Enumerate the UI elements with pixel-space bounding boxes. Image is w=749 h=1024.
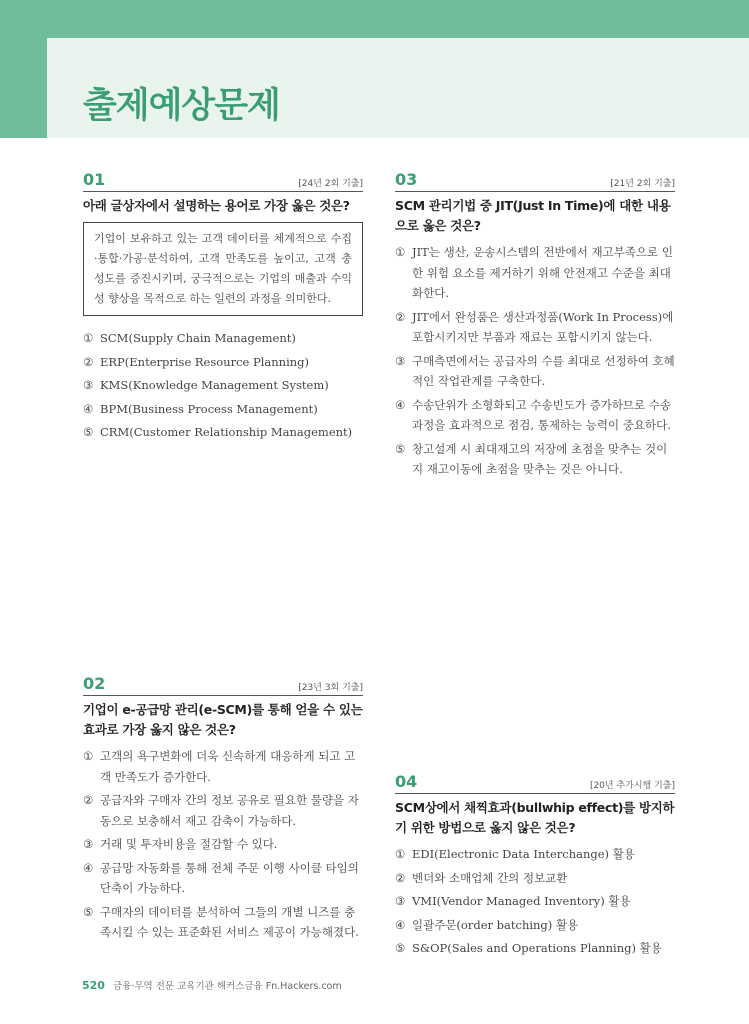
question-number: 02 bbox=[83, 674, 106, 693]
option-text: 공급망 자동화를 통해 전체 주문 이행 사이클 타임의 단축이 가능하다. bbox=[100, 860, 359, 895]
page-number: 520 bbox=[82, 979, 105, 992]
option-text: VMI(Vendor Managed Inventory) 활용 bbox=[412, 894, 631, 908]
option-list bbox=[395, 242, 675, 480]
question-header bbox=[83, 674, 363, 696]
option-item bbox=[395, 395, 675, 436]
option-number: ③ bbox=[83, 378, 94, 392]
page-title: 출제예상문제 bbox=[83, 86, 280, 126]
option-list bbox=[395, 844, 675, 959]
option-number: ④ bbox=[395, 397, 406, 412]
option-item bbox=[395, 439, 675, 480]
option-item bbox=[83, 746, 363, 787]
option-text: 거래 및 투자비용을 절감할 수 있다. bbox=[100, 837, 278, 851]
question-04 bbox=[395, 772, 675, 962]
option-item bbox=[83, 790, 363, 831]
option-text: 구매측면에서는 공급자의 수를 최대로 선정하여 호혜적인 작업관계를 구축한다. bbox=[412, 353, 675, 388]
option-item bbox=[395, 242, 675, 304]
footer-text: 금융·무역 전문 교육기관 해커스금융 Fn.Hackers.com bbox=[113, 981, 342, 992]
option-text: 창고설계 시 최대재고의 저장에 초점을 맞추는 것이지 재고이동에 초점을 맞추는 것은 아니다. bbox=[412, 441, 668, 476]
option-item bbox=[83, 834, 363, 855]
option-list bbox=[83, 746, 363, 943]
option-text: EDI(Electronic Data Interchange) 활용 bbox=[412, 847, 635, 861]
question-text: SCM 관리기법 중 JIT(Just In Time)에 대한 내용으로 옳은 것은? bbox=[395, 198, 671, 233]
passage-box: 기업이 보유하고 있는 고객 데이터를 체계적으로 수집·통합·가공·분석하여, 고객 만족도를 높이고, 고객 충성도를 증진시키며, 궁극적으로는 기업의 매출과 수익성 향상을 목적으로 하는 일련의 과정을 의미한다. bbox=[83, 222, 363, 316]
question-source: [20년 추가시행 기출] bbox=[589, 781, 675, 791]
option-number: ③ bbox=[395, 894, 406, 908]
question-header bbox=[395, 170, 675, 192]
question-number: 01 bbox=[83, 170, 106, 189]
option-number: ② bbox=[83, 793, 94, 807]
option-item bbox=[83, 858, 363, 899]
option-number: ① bbox=[83, 749, 94, 763]
option-item bbox=[395, 891, 675, 912]
option-number: ⑤ bbox=[83, 904, 94, 919]
option-item bbox=[83, 328, 363, 349]
option-number: ④ bbox=[83, 860, 94, 875]
question-text: 아래 글상자에서 설명하는 용어로 가장 옳은 것은? bbox=[83, 198, 350, 213]
question-number: 03 bbox=[395, 170, 418, 189]
option-number: ② bbox=[83, 354, 94, 369]
option-text: 일괄주문(order batching) 활용 bbox=[412, 917, 579, 932]
option-number: ④ bbox=[395, 917, 406, 932]
option-text: BPM(Business Process Management) bbox=[100, 401, 318, 416]
option-number: ⑤ bbox=[395, 941, 406, 955]
option-number: ③ bbox=[395, 353, 406, 368]
option-item bbox=[83, 399, 363, 420]
question-header bbox=[83, 170, 363, 192]
option-text: 구매자의 데이터를 분석하여 그들의 개별 니즈를 충족시킬 수 있는 표준화된 서비스 제공이 가능해졌다. bbox=[100, 904, 359, 939]
question-source: [24년 2회 기출] bbox=[298, 179, 363, 189]
option-text: 벤더와 소매업체 간의 정보교환 bbox=[412, 870, 568, 885]
option-text: 수송단위가 소형화되고 수송빈도가 증가하므로 수송과정을 효과적으로 점검, 통제하는 능력이 중요하다. bbox=[412, 397, 672, 432]
option-text: 고객의 욕구변화에 더욱 신속하게 대응하게 되고 고객 만족도가 증가한다. bbox=[100, 749, 356, 784]
question-02 bbox=[83, 674, 363, 946]
option-item bbox=[83, 422, 363, 443]
option-number: ③ bbox=[83, 837, 94, 851]
question-text: 기업이 e-공급망 관리(e-SCM)를 통해 얻을 수 있는 효과로 가장 옳지 않은 것은? bbox=[83, 702, 363, 737]
option-list bbox=[83, 328, 363, 443]
page-footer bbox=[82, 978, 342, 992]
option-text: JIT는 생산, 운송시스템의 전반에서 재고부족으로 인한 위험 요소를 제거하기 위해 안전재고 수준을 최대화한다. bbox=[412, 245, 673, 300]
question-source: [21년 2회 기출] bbox=[610, 179, 675, 189]
option-item bbox=[395, 915, 675, 936]
question-header bbox=[395, 772, 675, 794]
option-text: SCM(Supply Chain Management) bbox=[100, 331, 296, 345]
question-01 bbox=[83, 170, 363, 446]
option-item bbox=[395, 868, 675, 889]
option-number: ② bbox=[395, 870, 406, 885]
option-number: ① bbox=[395, 847, 406, 861]
option-item bbox=[83, 352, 363, 373]
question-source: [23년 3회 기출] bbox=[298, 683, 363, 693]
option-text: 공급자와 구매자 간의 정보 공유로 필요한 물량을 자동으로 보충해서 재고 감축이 가능하다. bbox=[100, 793, 359, 828]
option-item bbox=[83, 902, 363, 943]
option-item bbox=[395, 938, 675, 959]
option-number: ⑤ bbox=[83, 425, 94, 439]
question-number: 04 bbox=[395, 772, 418, 791]
option-text: S&OP(Sales and Operations Planning) 활용 bbox=[412, 941, 662, 955]
option-text: ERP(Enterprise Resource Planning) bbox=[100, 354, 310, 369]
option-item bbox=[395, 844, 675, 865]
option-number: ① bbox=[395, 245, 406, 259]
option-number: ⑤ bbox=[395, 441, 406, 456]
option-number: ② bbox=[395, 309, 406, 324]
option-number: ① bbox=[83, 331, 94, 345]
question-text: SCM상에서 채찍효과(bullwhip effect)를 방지하기 위한 방법으로 옳지 않은 것은? bbox=[395, 800, 675, 835]
option-text: JIT에서 완성품은 생산과정품(Work In Process)에 포함시키지만 부품과 재료는 포함시키지 않는다. bbox=[412, 309, 674, 344]
question-03 bbox=[395, 170, 675, 483]
option-text: KMS(Knowledge Management System) bbox=[100, 378, 329, 392]
option-item bbox=[83, 375, 363, 396]
option-item bbox=[395, 307, 675, 348]
option-item bbox=[395, 351, 675, 392]
option-number: ④ bbox=[83, 401, 94, 416]
title-box bbox=[47, 38, 749, 138]
option-text: CRM(Customer Relationship Management) bbox=[100, 425, 353, 439]
